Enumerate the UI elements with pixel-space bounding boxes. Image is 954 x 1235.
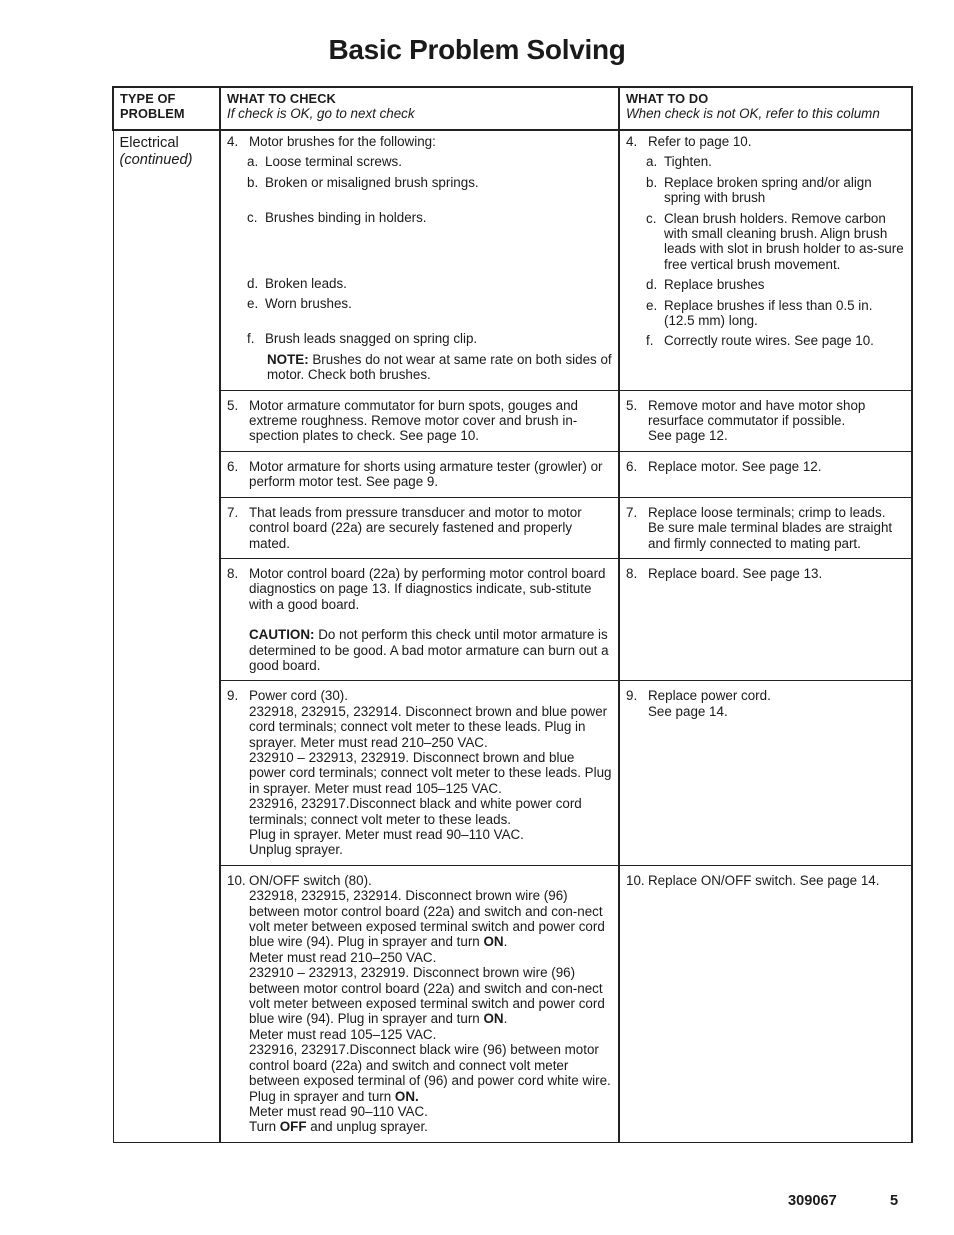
action-text: Refer to page 10. xyxy=(648,134,752,149)
table-row xyxy=(113,681,912,865)
check-text: Motor brushes for the following: xyxy=(249,134,436,149)
item-number: 7. xyxy=(626,504,638,520)
action-sub-e: Replace brushes if less than 0.5 in. (12.5 mm) long. xyxy=(664,297,873,329)
check-sub-d: Broken leads. xyxy=(265,275,347,291)
caution-text: Do not perform this check until motor armature is determined to be good. A bad motor armature can burn out a good board. xyxy=(249,627,609,673)
caution-label: CAUTION: xyxy=(249,627,315,643)
page-number: 5 xyxy=(890,1193,899,1209)
note xyxy=(227,352,612,383)
header-check-label: WHAT TO CHECK xyxy=(227,91,336,106)
switch-check-unplug: Turn OFF and unplug sprayer. xyxy=(249,1119,428,1135)
table-row xyxy=(113,390,912,451)
problem-type: Electrical xyxy=(119,135,179,151)
header-what-to-do xyxy=(619,87,912,130)
switch-check-models-3: 232916, 232917.Disconnect black wire (96) between motor control board (22a) and switch and connect volt meter between exposed terminal of (96) and power cord white wire. Plug in sprayer and turn ON. xyxy=(249,1042,611,1104)
check-text: Power cord (30). 232918, 232915, 232914. Disconnect brown and blue power cord terminals; connect volt meter to these leads. Plug in sprayer. Meter must read 210–250 VAC. 232910 – 232913, 232919. Disconnect brown and blue power cord terminals; connect volt meter to these leads. Plug in sprayer. Meter must read 105–125 VAC. 232916, 232917.Disconnect black and white power cord terminals; connect volt meter to these leads. Plug in sprayer. Meter must read 90–110 VAC. Unplug sprayer. xyxy=(249,688,612,858)
item-number: 9. xyxy=(227,688,239,704)
problem-type-cell xyxy=(113,130,220,1142)
action-cell-5 xyxy=(619,390,912,451)
header-type-label: TYPE OF PROBLEM xyxy=(120,91,185,121)
table-row xyxy=(113,558,912,680)
action-sub-b: Replace broken spring and/or align spring with brush xyxy=(664,174,872,206)
check-sub-e: Worn brushes. xyxy=(265,296,352,312)
action-sub-c: Clean brush holders. Remove carbon with small cleaning brush. Align brush leads with slot in brush holder to as-sure free vertical brush movement. xyxy=(664,210,904,272)
action-text: Replace power cord. See page 14. xyxy=(648,688,771,719)
switch-check-reading-2: Meter must read 105–125 VAC. xyxy=(249,1026,437,1042)
table-row xyxy=(113,865,912,1142)
switch-check-reading-3: Meter must read 90–110 VAC. xyxy=(249,1103,428,1119)
item-number: 6. xyxy=(626,458,638,474)
page-title: Basic Problem Solving xyxy=(328,34,626,65)
check-cell-6 xyxy=(220,451,619,497)
action-text: Replace ON/OFF switch. See page 14. xyxy=(648,872,880,888)
check-sub-a: Loose terminal screws. xyxy=(265,154,402,170)
action-cell-6 xyxy=(619,451,912,497)
item-number: 9. xyxy=(626,688,638,704)
check-text: Motor armature for shorts using armature tester (growler) or perform motor test. See page 9. xyxy=(249,458,603,490)
switch-check-title: ON/OFF switch (80). xyxy=(249,872,372,888)
header-check-sub: If check is OK, go to next check xyxy=(227,106,415,122)
check-cell-4: 4. Motor brushes for the following: a. Loose terminal screws. b. Broken or misaligned brush springs. c. Brushes binding in holders. d. Broken leads. e. Worn brushes. f. Brush leads snagged on spring clip. NOTE: Brushes do not wear at same rate on both sides of motor. Check both brushes. xyxy=(220,130,619,390)
check-sub-c: Brushes binding in holders. xyxy=(265,210,427,226)
action-text: Replace motor. See page 12. xyxy=(648,458,822,474)
check-text: Motor control board (22a) by performing motor control board diagnostics on page 13. If diagnostics indicate, sub-stitute with a good board. xyxy=(249,565,606,612)
action-sub-d: Replace brushes xyxy=(664,277,765,293)
check-cell-7 xyxy=(220,497,619,558)
header-todo-sub: When check is not OK, refer to this column xyxy=(626,106,880,122)
item-number: 10. xyxy=(227,872,246,888)
header-type-of-problem xyxy=(113,87,220,130)
document-number: 309067 xyxy=(788,1193,837,1209)
problem-solving-table xyxy=(112,86,913,1143)
item-number: 4. xyxy=(626,134,638,149)
check-sub-b: Broken or misaligned brush springs. xyxy=(265,174,479,190)
check-cell-10 xyxy=(220,865,619,1142)
header-todo-label: WHAT TO DO xyxy=(626,91,709,106)
table-row xyxy=(113,451,912,497)
action-cell-4: 4. Refer to page 10. a. Tighten. b. Replace broken spring and/or align spring with brush c. Clean brush holders. Remove carbon with small cleaning brush. Align brush leads with slot in brush holder to as-sure free vertical brush movement. d. Replace brushes e. Replace brushes if less than 0.5 in. (12.5 mm) long. f. Correctly route wires. See page 10. xyxy=(619,130,912,390)
table-row xyxy=(113,497,912,558)
table-row xyxy=(113,130,912,390)
switch-check-reading-1: Meter must read 210–250 VAC. xyxy=(249,949,437,965)
action-cell-8 xyxy=(619,558,912,680)
item-number: 10. xyxy=(626,872,645,888)
note-text: Brushes do not wear at same rate on both sides of motor. Check both brushes. xyxy=(267,351,612,383)
switch-check-models-1: 232918, 232915, 232914. Disconnect brown wire (96) between motor control board (22a) and switch and con-nect volt meter between exposed terminal switch and power cord blue wire (94). Plug in sprayer and turn ON. xyxy=(249,888,605,950)
check-cell-9 xyxy=(220,681,619,865)
problem-type-sub: (continued) xyxy=(119,152,193,168)
item-number: 4. xyxy=(227,134,239,149)
item-number: 8. xyxy=(626,565,638,581)
switch-check-models-2: 232910 – 232913, 232919. Disconnect brown wire (96) between motor control board (22a) and switch and con-nect volt meter between exposed terminal switch and power cord blue wire (94). Plug in sprayer and turn ON. xyxy=(249,965,605,1027)
check-text: That leads from pressure transducer and motor to motor control board (22a) are securely fastened and properly mated. xyxy=(249,504,582,551)
action-text: Remove motor and have motor shop resurface commutator if possible. See page 12. xyxy=(648,397,866,444)
item-number: 7. xyxy=(227,504,239,520)
check-cell-5 xyxy=(220,390,619,451)
action-sub-a: Tighten. xyxy=(664,154,712,170)
header-what-to-check xyxy=(220,87,619,130)
check-text: Motor armature commutator for burn spots, gouges and extreme roughness. Remove motor cover and brush in-spection plates to check. See page 10. xyxy=(249,397,578,444)
item-number: 5. xyxy=(227,397,239,413)
note-label: NOTE: xyxy=(267,351,309,367)
item-number: 8. xyxy=(227,565,239,581)
action-cell-7 xyxy=(619,497,912,558)
item-number: 5. xyxy=(626,397,638,413)
check-sub-f: Brush leads snagged on spring clip. xyxy=(265,331,478,347)
check-cell-8 xyxy=(220,558,619,680)
action-text: Replace loose terminals; crimp to leads. Be sure male terminal blades are straight and firmly connected to mating part. xyxy=(648,504,893,551)
table-header-row xyxy=(113,87,912,130)
item-number: 6. xyxy=(227,458,239,474)
action-text: Replace board. See page 13. xyxy=(648,565,823,581)
action-cell-10 xyxy=(619,865,912,1142)
action-cell-9 xyxy=(619,681,912,865)
action-sub-f: Correctly route wires. See page 10. xyxy=(664,333,874,349)
